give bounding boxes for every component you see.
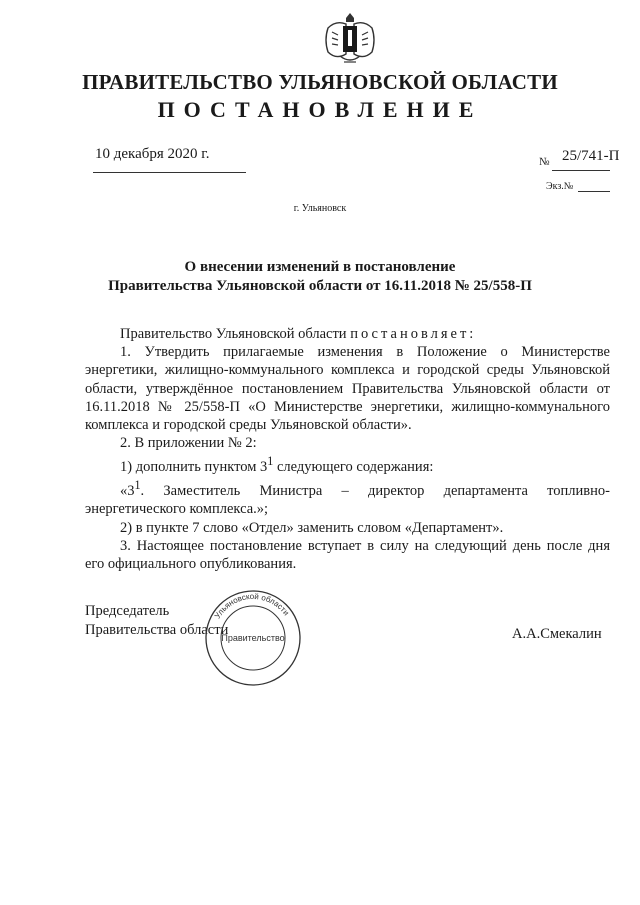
body-intro (85, 325, 610, 343)
org-title: ПРАВИТЕЛЬСТВО УЛЬЯНОВСКОЙ ОБЛАСТИ (82, 70, 558, 94)
coat-of-arms-icon (318, 10, 382, 70)
paragraph-2-quote (85, 476, 610, 518)
position-line-1: Председатель (85, 603, 170, 619)
intro-spaced: постановляет: (350, 326, 477, 342)
date-underline (93, 172, 246, 173)
item-1-suffix: следующего содержания: (273, 459, 434, 476)
intro-prefix: Правительство Ульяновской области (120, 326, 347, 342)
paragraph-2: 2. В приложении № 2: (120, 435, 257, 452)
seal-center-text: Правительство (221, 633, 285, 643)
copy-number-underline (578, 191, 610, 192)
signatory-name: А.А.Смекалин (512, 626, 602, 642)
official-seal (203, 588, 303, 688)
quote-prefix: «3 (120, 483, 135, 500)
number-underline (552, 170, 610, 171)
position-line-2: Правительства области (85, 622, 229, 638)
copy-number-label: Экз.№ (546, 181, 574, 192)
paragraph-2-item-1 (85, 452, 610, 476)
quote-suffix: . Заместитель Министра – директор департамента топливно-энергетического комплекса.»; (85, 483, 610, 518)
paragraph-2-item-2: 2) в пункте 7 слово «Отдел» заменить словом «Департамент». (120, 519, 504, 536)
subject-line-2: Правительства Ульяновской области от 16.11.2018 № 25/558-П (108, 278, 532, 294)
paragraph-1: 1. Утвердить прилагаемые изменения в Положение о Министерстве энергетики, жилищно-коммунального комплекса и городской среды Ульяновской области, утверждённое постановлением Правительства Ульяновской области от 16.11.2018 № 25/558-П «О Министерстве энергетики, жилищно-коммунального комплекса и городской среды Ульяновской области». (85, 344, 610, 434)
number-sign: № (539, 156, 550, 168)
document-date: 10 декабря 2020 г. (95, 146, 210, 162)
item-1-prefix: 1) дополнить пунктом 3 (120, 459, 268, 476)
document-body (85, 325, 610, 573)
doc-type-title: ПОСТАНОВЛЕНИЕ (157, 97, 483, 122)
subject-line-1: О внесении изменений в постановление (184, 259, 456, 275)
city: г. Ульяновск (293, 203, 347, 214)
quote-sup: 1 (134, 478, 141, 493)
seal-ring-text: Ульяновской области (212, 591, 291, 621)
document-number: 25/741-П (562, 148, 620, 164)
item-1-sup: 1 (267, 454, 274, 469)
paragraph-3: 3. Настоящее постановление вступает в силу на следующий день после дня его официального опубликования. (85, 537, 610, 573)
document-subject (0, 258, 640, 296)
